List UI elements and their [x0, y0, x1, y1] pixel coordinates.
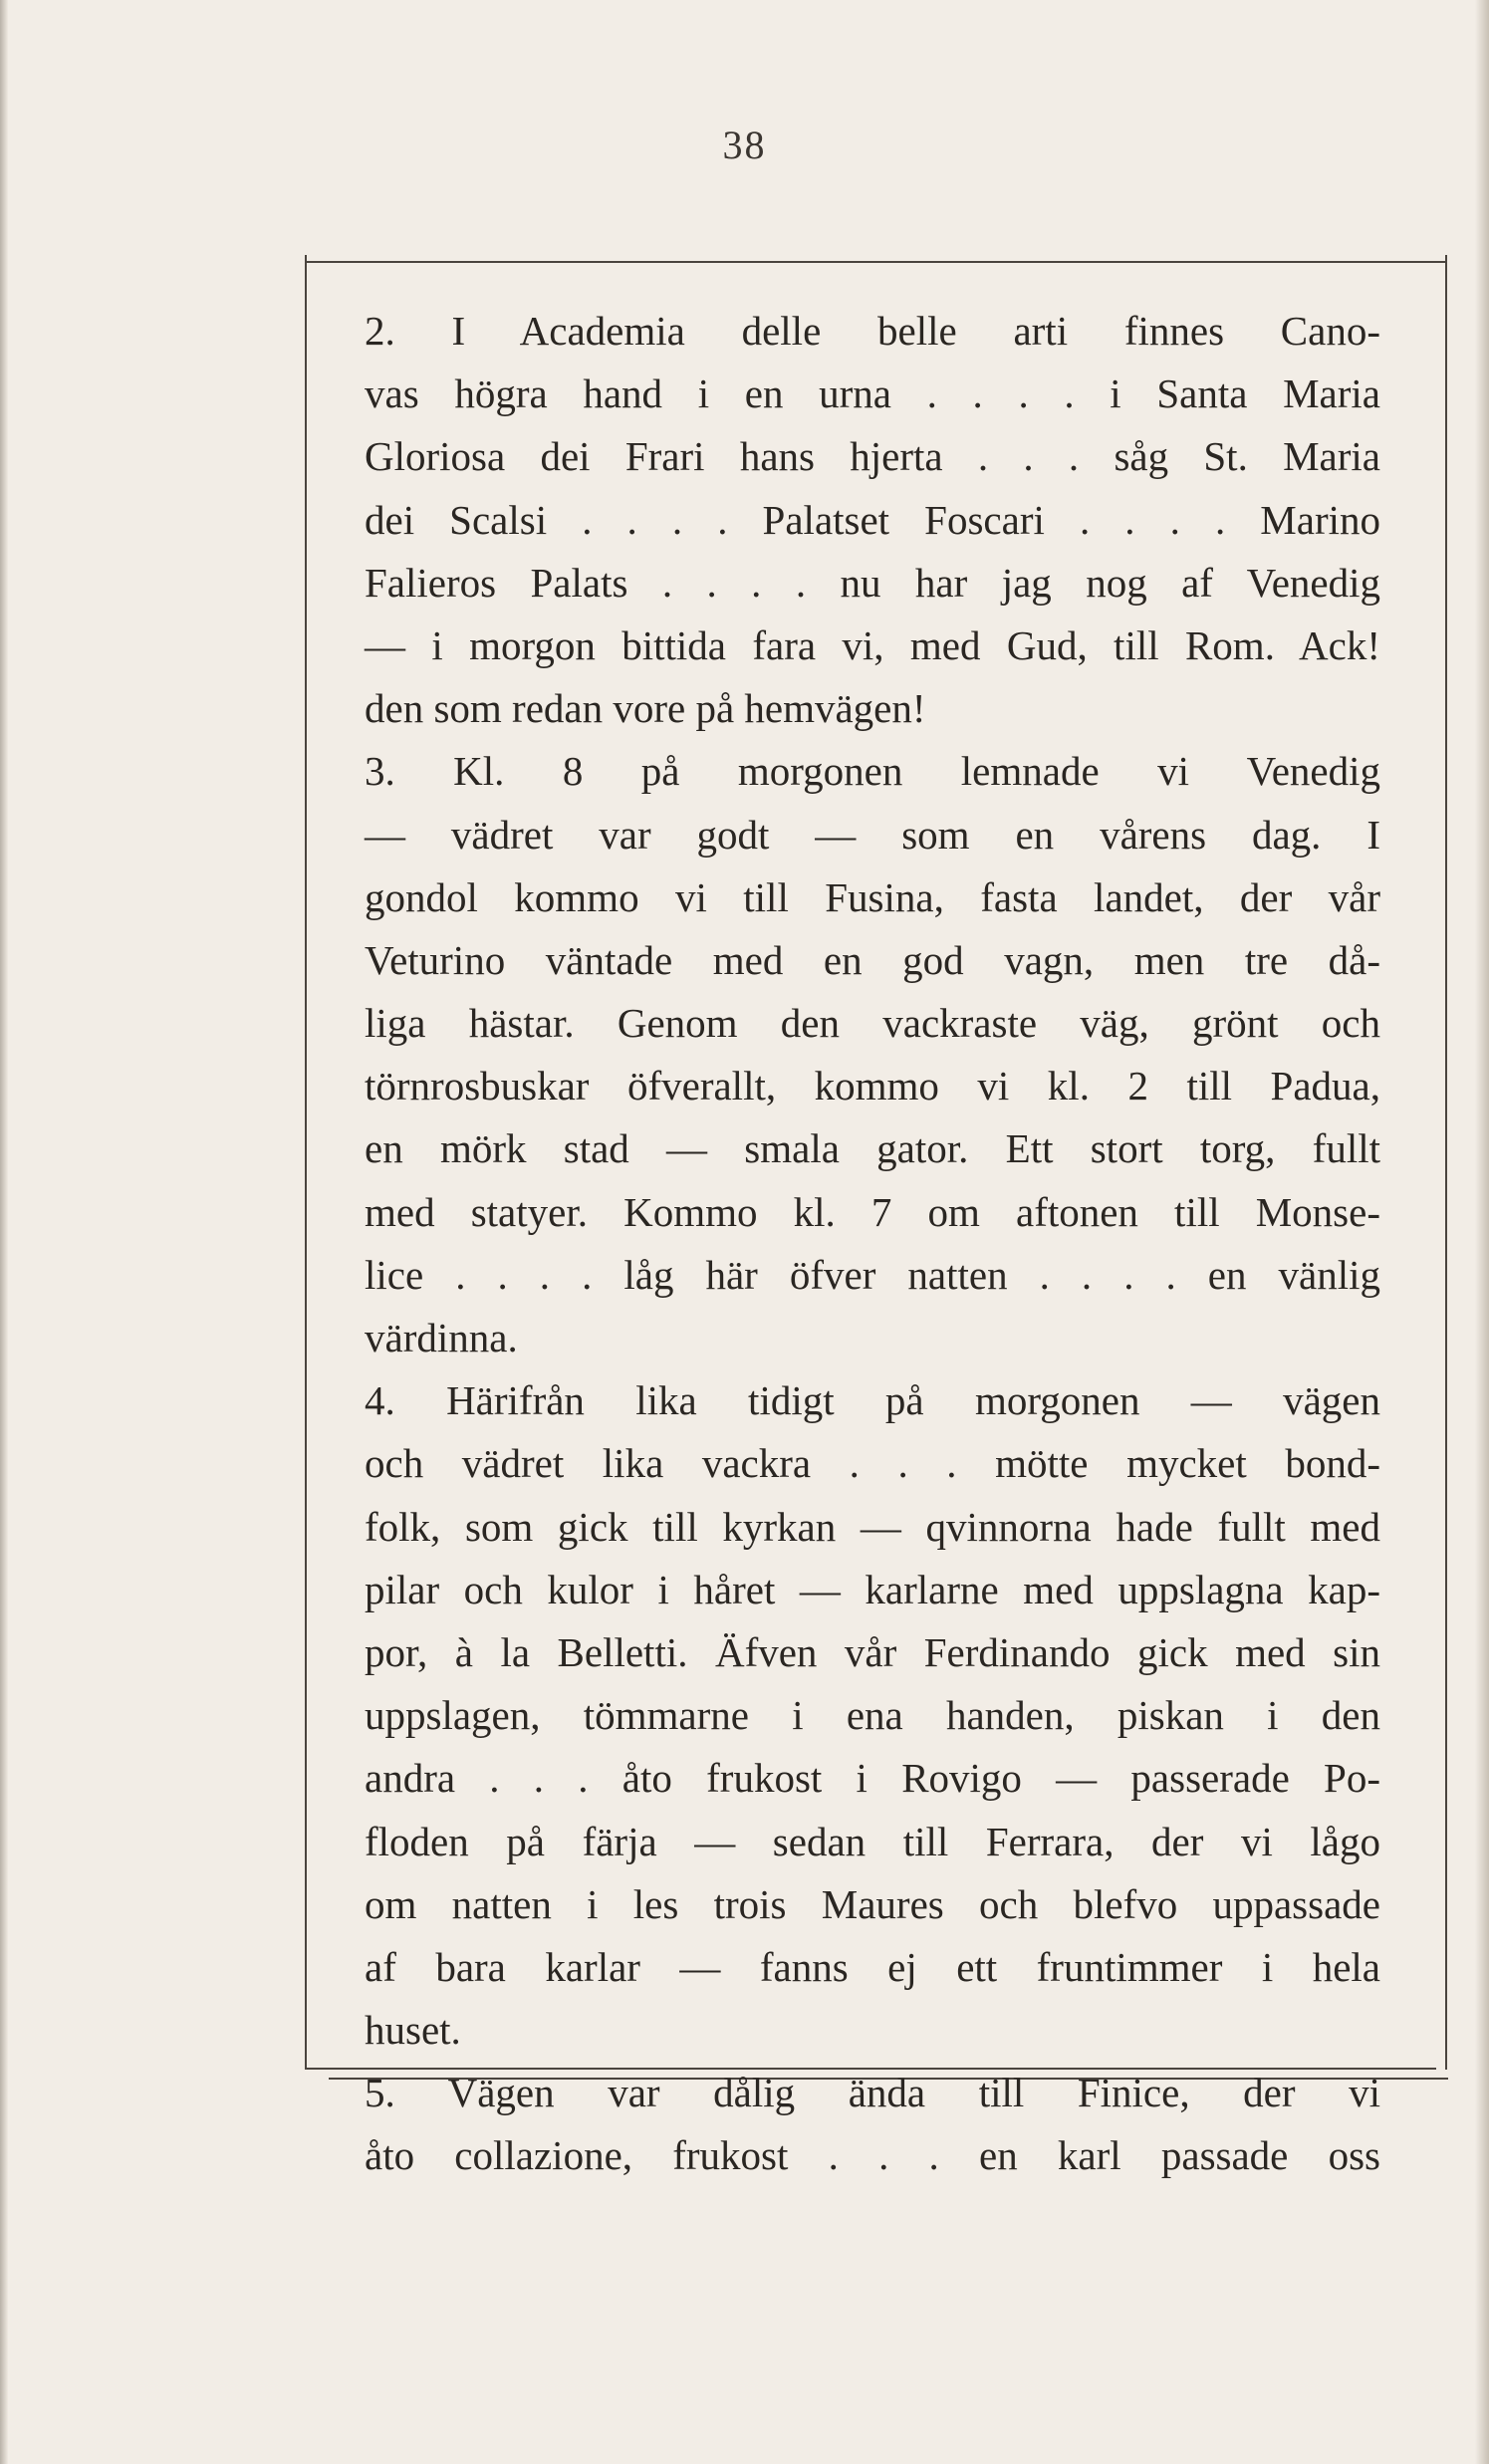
- text-line: liga hästar. Genom den vackraste väg, grönt och: [365, 1000, 1380, 1047]
- frame-rule-left: [305, 255, 307, 2070]
- text-line: — i morgon bittida fara vi, med Gud, till Rom. Ack!: [365, 621, 1380, 668]
- text-line: Gloriosa dei Frari hans hjerta . . . såg St. Maria: [365, 433, 1380, 480]
- text-line: — vädret var godt — som en vårens dag. I: [365, 811, 1380, 858]
- text-line: dei Scalsi . . . . Palatset Foscari . . . . Marino: [365, 496, 1380, 543]
- text-line: 5. Vägen var dålig ända till Finice, der vi: [365, 2070, 1380, 2116]
- text-line: gondol kommo vi till Fusina, fasta landet, der vår: [365, 873, 1380, 920]
- text-line: huset.: [365, 2007, 461, 2054]
- text-line: 4. Härifrån lika tidigt på morgonen — vägen: [365, 1377, 1380, 1424]
- text-line: andra . . . åto frukost i Rovigo — passerade Po-: [365, 1755, 1380, 1802]
- text-line: por, à la Belletti. Äfven vår Ferdinando gick med sin: [365, 1628, 1380, 1675]
- text-line: 2. I Academia delle belle arti finnes Cano-: [365, 308, 1380, 354]
- text-line: af bara karlar — fanns ej ett fruntimmer i hela: [365, 1943, 1380, 1990]
- text-line: värdinna.: [365, 1315, 518, 1360]
- frame-rule-top: [305, 261, 1446, 263]
- page-number: 38: [722, 123, 767, 167]
- text-line: Veturino väntade med en god vagn, men tre då-: [365, 936, 1380, 983]
- text-line: uppslagen, tömmarne i ena handen, piskan i den: [365, 1692, 1380, 1739]
- frame-rule-right: [1445, 255, 1447, 2070]
- page-edge-right: [1475, 0, 1489, 2464]
- text-line: folk, som gick till kyrkan — qvinnorna hade fullt med: [365, 1503, 1380, 1550]
- text-line: om natten i les trois Maures och blefvo uppassade: [365, 1880, 1380, 1927]
- text-line: lice . . . . låg här öfver natten . . . . en vänlig: [365, 1251, 1380, 1298]
- text-line: Falieros Palats . . . . nu har jag nog af Venedig: [365, 559, 1380, 606]
- page-edge-left: [0, 0, 8, 2464]
- text-line: pilar och kulor i håret — karlarne med uppslagna kap-: [365, 1566, 1380, 1612]
- text-line: åto collazione, frukost . . . en karl passade oss: [365, 2132, 1380, 2179]
- text-line: med statyer. Kommo kl. 7 om aftonen till Monse-: [365, 1188, 1380, 1235]
- text-line: vas högra hand i en urna . . . . i Santa Maria: [365, 370, 1380, 417]
- text-line: och vädret lika vackra . . . mötte mycket bond-: [365, 1440, 1380, 1487]
- text-line: en mörk stad — smala gator. Ett stort torg, fullt: [365, 1125, 1380, 1172]
- text-line: floden på färja — sedan till Ferrara, der vi lågo: [365, 1818, 1380, 1864]
- text-line: den som redan vore på hemvägen!: [365, 685, 926, 732]
- text-line: 3. Kl. 8 på morgonen lemnade vi Venedig: [365, 748, 1380, 795]
- body-text: [365, 300, 1380, 2188]
- text-line: törnrosbuskar öfverallt, kommo vi kl. 2 till Padua,: [365, 1063, 1380, 1109]
